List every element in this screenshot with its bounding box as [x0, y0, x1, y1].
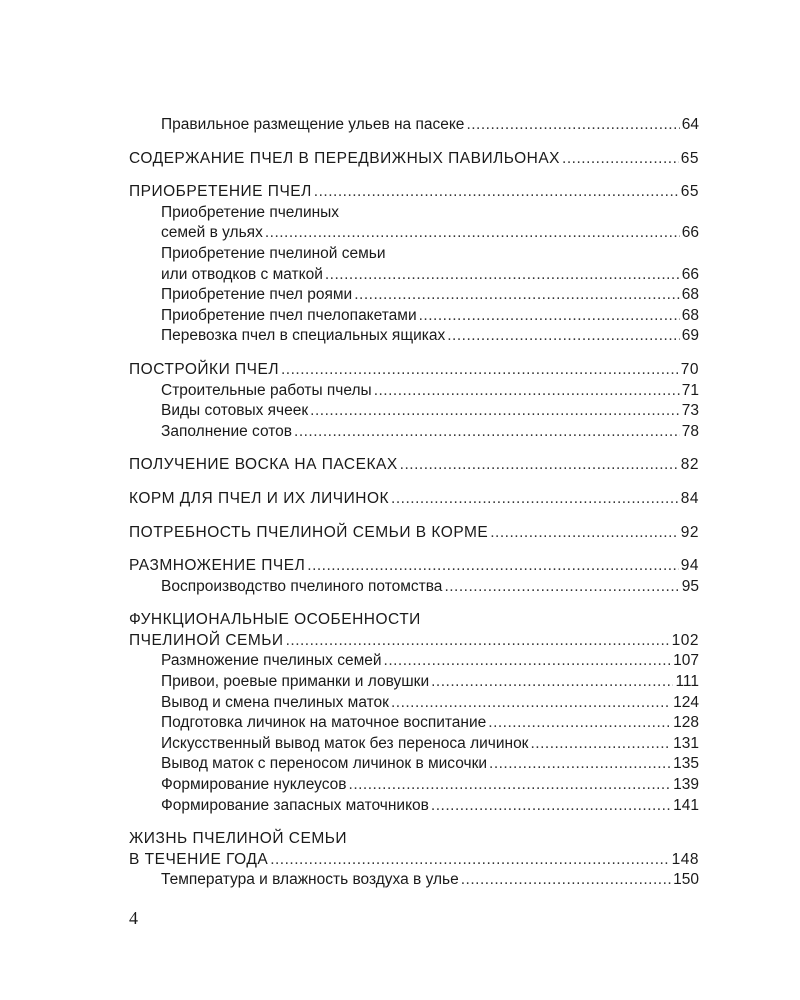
toc-heading-title: ПОЛУЧЕНИЕ ВОСКА НА ПАСЕКАХ — [129, 456, 398, 474]
toc-section — [129, 556, 699, 597]
toc-section — [129, 523, 699, 544]
toc-entry-title: Строительные работы пчелы — [161, 381, 372, 399]
toc-entry-title: Приобретение пчел роями — [161, 286, 353, 304]
dot-leader — [270, 850, 669, 871]
toc-entry-page: 68 — [681, 306, 699, 324]
toc-section — [129, 829, 699, 891]
toc-entry-title: Заполнение сотов — [161, 422, 293, 440]
toc-section — [129, 360, 699, 442]
toc-entry[interactable] — [129, 754, 699, 775]
toc-heading-title-line: ЖИЗНЬ ПЧЕЛИНОЙ СЕМЬИ — [129, 830, 348, 848]
toc-section — [129, 455, 699, 476]
toc-heading[interactable] — [129, 182, 699, 203]
toc-entry[interactable] — [129, 285, 699, 306]
toc-heading-title: В ТЕЧЕНИЕ ГОДА — [129, 850, 269, 868]
toc-entry[interactable] — [129, 796, 699, 817]
toc-entry-page: 68 — [681, 286, 699, 304]
toc-entry-title: Подготовка личинок на маточное воспитание — [161, 714, 487, 732]
toc-entry[interactable] — [129, 651, 699, 672]
dot-leader — [444, 577, 679, 598]
toc-heading-title: ПРИОБРЕТЕНИЕ ПЧЕЛ — [129, 183, 312, 201]
toc-entry-title: Вывод маток с переносом личинок в мисочки — [161, 755, 488, 773]
toc-entry-title: Правильное размещение ульев на пасеке — [161, 116, 465, 133]
toc-heading[interactable] — [129, 631, 699, 652]
toc-entry-page: 95 — [681, 577, 699, 595]
dot-leader — [466, 115, 679, 136]
toc-heading-title-line: ФУНКЦИОНАЛЬНЫЕ ОСОБЕННОСТИ — [129, 611, 421, 629]
toc-entry-page: 107 — [673, 652, 699, 670]
dot-leader — [431, 796, 671, 817]
toc-entry-page: 78 — [681, 422, 699, 440]
toc-entry-page: 66 — [681, 224, 699, 242]
toc-entry-title: Формирование запасных маточников — [161, 796, 429, 814]
dot-leader — [314, 182, 679, 203]
dot-leader — [281, 360, 679, 381]
toc-heading-page: 65 — [680, 183, 699, 201]
toc-heading-title: СОДЕРЖАНИЕ ПЧЕЛ В ПЕРЕДВИЖНЫХ ПАВИЛЬОНАХ — [129, 149, 561, 167]
toc-entry[interactable] — [129, 115, 699, 136]
toc-entry-page: 124 — [673, 693, 699, 711]
toc-heading-title: ПЧЕЛИНОЙ СЕМЬИ — [129, 631, 284, 649]
toc-section — [129, 115, 699, 136]
dot-leader — [400, 455, 679, 476]
toc-heading-page: 70 — [680, 360, 699, 378]
toc-entry-title: семей в ульях — [161, 224, 263, 242]
dot-leader — [307, 556, 678, 577]
dot-leader — [488, 713, 671, 734]
dot-leader — [461, 870, 671, 891]
toc-entry-title: Виды сотовых ячеек — [161, 402, 309, 420]
dot-leader — [354, 285, 680, 306]
dot-leader — [325, 265, 680, 286]
toc-heading-title: ПОСТРОЙКИ ПЧЕЛ — [129, 360, 279, 378]
dot-leader — [447, 326, 680, 347]
toc-entry-page: 141 — [673, 796, 699, 814]
toc-section — [129, 610, 699, 816]
toc-heading-page: 84 — [680, 489, 699, 507]
toc-entry-page: 128 — [673, 714, 699, 732]
dot-leader — [294, 422, 680, 443]
toc-entry-page: 71 — [681, 381, 699, 399]
toc-entry[interactable] — [129, 381, 699, 402]
toc-heading[interactable] — [129, 556, 699, 577]
dot-leader — [489, 754, 671, 775]
toc-entry[interactable] — [129, 401, 699, 422]
toc-heading[interactable] — [129, 360, 699, 381]
dot-leader — [374, 381, 680, 402]
toc-entry-page: 111 — [675, 673, 699, 691]
toc-entry-title: или отводков с маткой — [161, 265, 323, 283]
dot-leader — [286, 631, 670, 652]
toc-entry[interactable] — [129, 775, 699, 796]
dot-leader — [490, 523, 679, 544]
toc-heading-page: 92 — [680, 523, 699, 541]
toc-entry-title: Приобретение пчел пчелопакетами — [161, 306, 417, 324]
toc-entry[interactable] — [129, 306, 699, 327]
toc-entry[interactable] — [129, 422, 699, 443]
toc-entry-page: 64 — [681, 116, 699, 133]
table-of-contents — [129, 115, 699, 891]
toc-entry[interactable] — [129, 223, 699, 244]
dot-leader — [391, 693, 671, 714]
toc-entry-title: Привои, роевые приманки и ловушки — [161, 673, 430, 691]
dot-leader — [419, 306, 680, 327]
toc-heading-page: 82 — [680, 456, 699, 474]
toc-entry[interactable] — [129, 870, 699, 891]
toc-heading[interactable] — [129, 523, 699, 544]
toc-entry[interactable] — [129, 672, 699, 693]
toc-entry[interactable] — [129, 326, 699, 347]
toc-entry-page: 66 — [681, 265, 699, 283]
toc-entry-title: Воспроизводство пчелиного потомства — [161, 577, 443, 595]
dot-leader — [310, 401, 680, 422]
toc-entry[interactable] — [129, 734, 699, 755]
page-number: 4 — [129, 908, 138, 928]
toc-heading-page: 65 — [680, 149, 699, 167]
dot-leader — [431, 672, 673, 693]
toc-entry[interactable] — [129, 265, 699, 286]
toc-entry-page: 69 — [681, 327, 699, 345]
toc-heading[interactable] — [129, 455, 699, 476]
toc-heading[interactable] — [129, 850, 699, 871]
toc-entry-page: 131 — [673, 734, 699, 752]
toc-entry[interactable] — [129, 577, 699, 598]
toc-entry-page: 139 — [673, 776, 699, 794]
toc-heading-title: КОРМ ДЛЯ ПЧЕЛ И ИХ ЛИЧИНОК — [129, 489, 390, 507]
toc-heading-title: ПОТРЕБНОСТЬ ПЧЕЛИНОЙ СЕМЬИ В КОРМЕ — [129, 523, 489, 541]
dot-leader — [391, 489, 679, 510]
dot-leader — [349, 775, 672, 796]
toc-entry-title: Размножение пчелиных семей — [161, 652, 382, 670]
toc-heading-page: 148 — [671, 850, 699, 868]
toc-heading[interactable] — [129, 149, 699, 170]
toc-entry-title-line: Приобретение пчелиной семьи — [161, 244, 386, 262]
toc-entry-page: 135 — [673, 755, 699, 773]
dot-leader — [265, 223, 680, 244]
toc-section — [129, 489, 699, 510]
toc-entry-title: Перевозка пчел в специальных ящиках — [161, 327, 446, 345]
toc-section — [129, 182, 699, 347]
toc-heading-title: РАЗМНОЖЕНИЕ ПЧЕЛ — [129, 557, 306, 575]
toc-entry-title: Формирование нуклеусов — [161, 776, 347, 794]
toc-entry-page: 73 — [681, 402, 699, 420]
dot-leader — [562, 149, 679, 170]
toc-entry-page: 150 — [673, 871, 699, 889]
toc-heading-page: 94 — [680, 557, 699, 575]
toc-heading[interactable] — [129, 489, 699, 510]
toc-heading-page: 102 — [671, 631, 699, 649]
toc-section — [129, 149, 699, 170]
toc-entry-title: Температура и влажность воздуха в улье — [161, 871, 459, 889]
toc-entry[interactable] — [129, 693, 699, 714]
toc-entry-title: Вывод и смена пчелиных маток — [161, 693, 389, 711]
dot-leader — [384, 651, 672, 672]
toc-entry[interactable] — [129, 713, 699, 734]
toc-entry-title: Искусственный вывод маток без переноса личинок — [161, 734, 529, 752]
dot-leader — [530, 734, 671, 755]
toc-entry-title-line: Приобретение пчелиных — [161, 203, 340, 221]
